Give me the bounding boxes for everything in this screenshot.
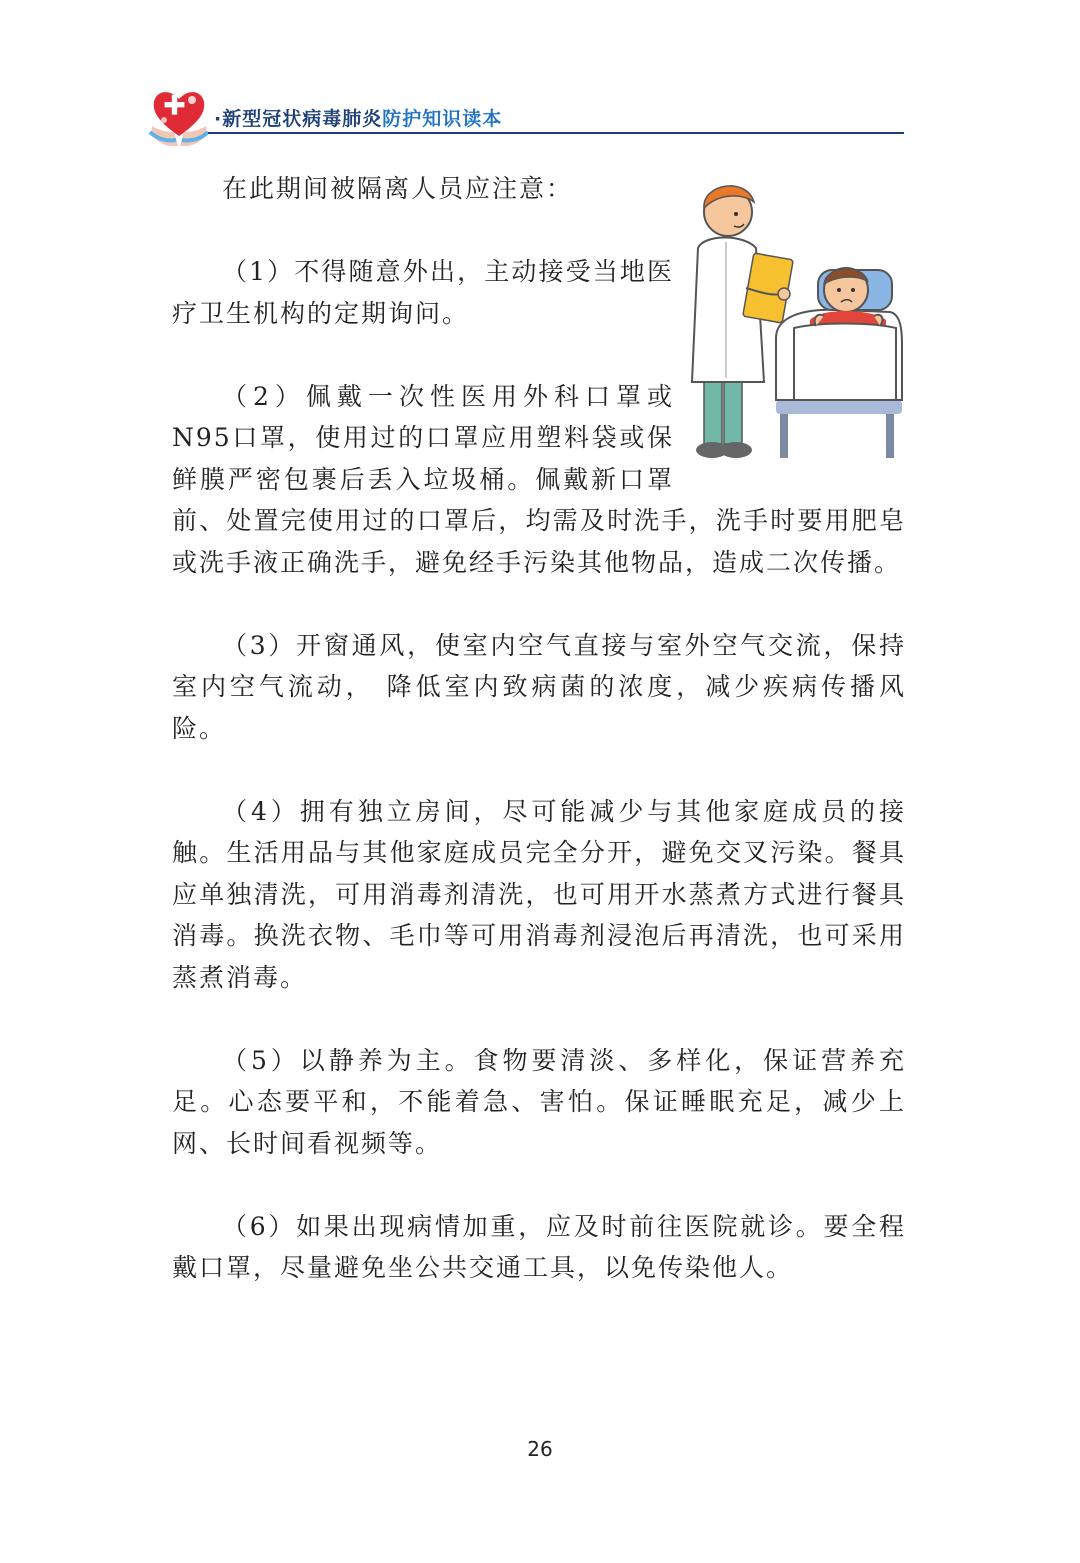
page-header [148,82,904,142]
list-item: （4）拥有独立房间，尽可能减少与其他家庭成员的接触。生活用品与其他家庭成员完全分开，避免交叉污染。餐具应单独清洗，可用消毒剂清洗，也可用开水蒸煮方式进行餐具消毒。换洗衣物、毛巾等可用消毒剂浸泡后再清洗，也可采用蒸煮消毒。 [172,796,906,992]
header-title-part1: ·新型冠状病毒肺炎 [214,108,383,130]
intro-paragraph: 在此期间被隔离人员应注意： [222,174,574,203]
list-item: （3）开窗通风，使室内空气直接与室外空气交流，保持室内空气流动， 降低室内致病菌的浓度，减少疾病传播风险。 [172,630,906,743]
list-item: （1）不得随意外出，主动接受当地医疗卫生机构的定期询问。 [172,257,674,328]
illustration-wrap-spacer [674,376,906,500]
header-title-part2: 防护知识读本 [382,108,503,130]
header-rule [208,132,904,134]
page-number: 26 [527,1437,553,1461]
list-item: （5）以静养为主。食物要清淡、多样化，保证营养充足。心态要平和，不能着急、害怕。保证睡眠充足，减少上网、长时间看视频等。 [172,1045,906,1158]
header-title [214,104,502,131]
list-item: （2）佩戴一次性医用外科口罩或N95口罩，使用过的口罩应用塑料袋或保鲜膜严密包裹后丢入垃圾桶。佩戴新口罩前、处置完使用过的口罩后，均需及时洗手，洗手时要用肥皂或洗手液正确洗手，避免经手污染其他物品，造成二次传播。 [172,376,906,584]
body-text [172,168,906,1330]
heart-hands-logo [148,82,210,148]
list-item: （6）如果出现病情加重，应及时前往医院就诊。要全程戴口罩，尽量避免坐公共交通工具，以免传染他人。 [172,1211,906,1282]
